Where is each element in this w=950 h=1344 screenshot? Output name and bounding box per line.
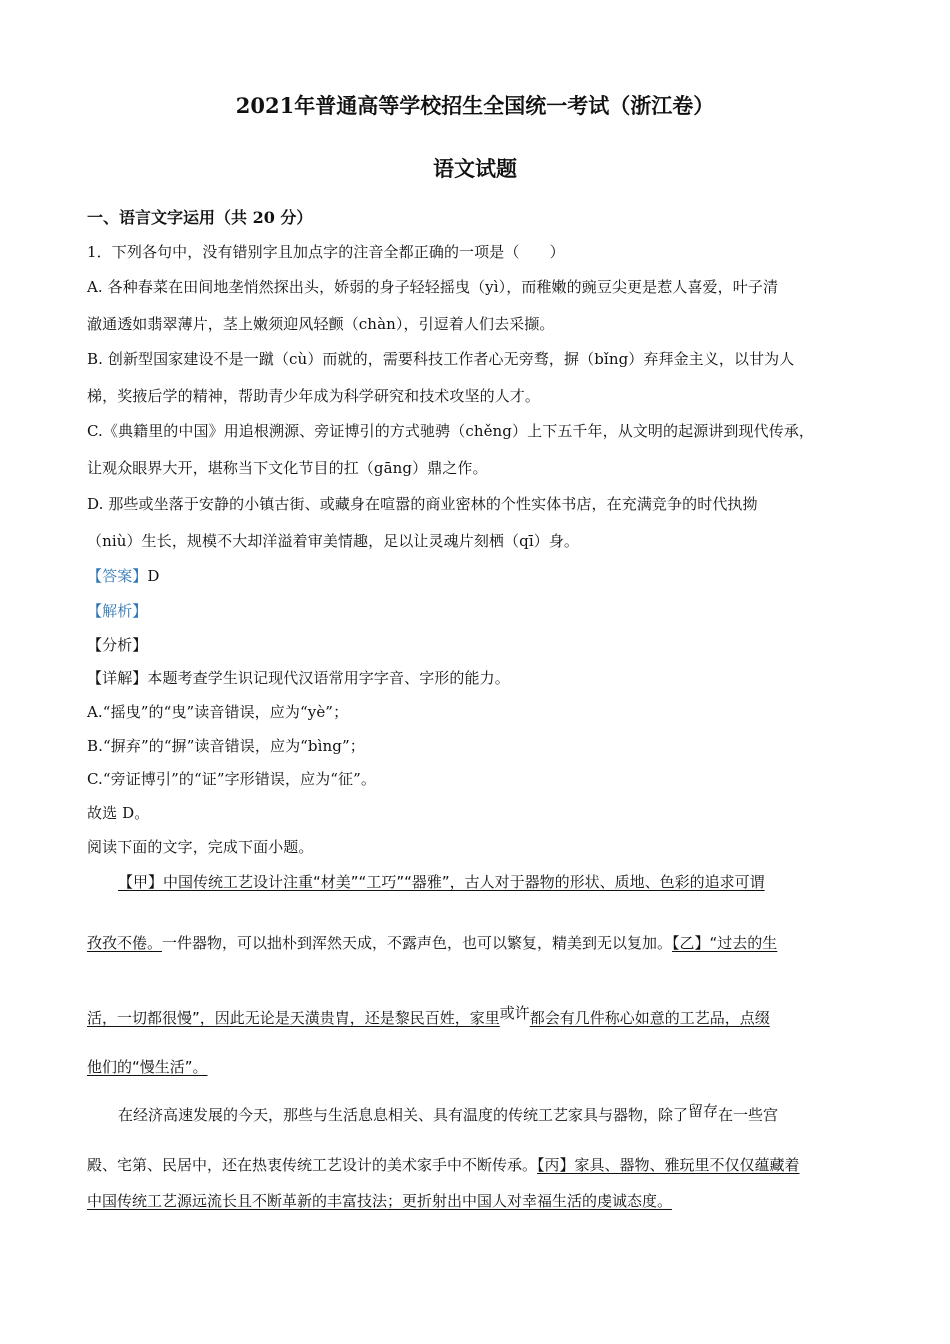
option-d-line2: （niù）生长，规模不大却洋溢着审美情趣，足以让灵魂片刻栖（qī）身。 bbox=[87, 532, 580, 550]
answer-value: D bbox=[147, 567, 160, 585]
passage-p2-line1 bbox=[118, 1104, 778, 1125]
passage-span: 或许 bbox=[499, 1004, 530, 1022]
passage-p1-line4: 他们的“慢生活”。 bbox=[87, 1058, 208, 1076]
reading-instruction: 阅读下面的文字，完成下面小题。 bbox=[87, 838, 314, 856]
option-c-line2: 让观众眼界大开，堪称当下文化节目的扛（gāng）鼎之作。 bbox=[87, 459, 488, 477]
answer-label: 【答案】 bbox=[87, 567, 148, 585]
passage-span: 【乙】“过去的生 bbox=[672, 934, 778, 952]
fenxi-label: 【分析】 bbox=[87, 636, 148, 654]
explanation-b: B.“摒弃”的“摒”读音错误，应为“bìng”； bbox=[87, 737, 365, 755]
passage-p1-line3 bbox=[87, 1004, 770, 1028]
exam-subtitle: 语文试题 bbox=[433, 156, 517, 181]
option-b-line1: B. 创新型国家建设不是一蹴（cù）而就的，需要科技工作者心无旁骛，摒（bǐng）弃拜金主义，以甘为人 bbox=[87, 350, 795, 368]
option-a-line1: A. 各种春菜在田间地垄悄然探出头，娇弱的身子轻轻摇曳（yì），而稚嫩的豌豆尖更是惹人喜爱，叶子清 bbox=[87, 278, 779, 296]
passage-span: 孜孜不倦。 bbox=[87, 934, 163, 952]
passage-p1-line2 bbox=[87, 932, 777, 953]
passage-span: 殿、宅第、民居中，还在热衷传统工艺设计的美术家手中不断传承。 bbox=[87, 1156, 538, 1174]
passage-p1-line1: 【甲】中国传统工艺设计注重“材美”“工巧”“器雅”，古人对于器物的形状、质地、色彩的追求可谓 bbox=[118, 873, 765, 891]
explanation-c: C.“旁证博引”的“证”字形错误，应为“征”。 bbox=[87, 770, 377, 788]
exam-title: 2021年普通高等学校招生全国统一考试（浙江卷） bbox=[235, 93, 715, 118]
passage-span: 在经济高速发展的今天，那些与生活息息相关、具有温度的传统工艺家具与器物，除了 bbox=[118, 1106, 689, 1124]
passage-span: 留存 bbox=[688, 1102, 719, 1120]
passage-span: 一件器物，可以拙朴到浑然天成，不露声色，也可以繁复，精美到无以复加。 bbox=[162, 934, 673, 952]
option-b-line2: 梯，奖掖后学的精神，帮助青少年成为科学研究和技术攻坚的人才。 bbox=[87, 387, 541, 405]
passage-span: 【丙】家具、器物、雅玩里不仅仅蕴藏着 bbox=[537, 1156, 800, 1174]
passage-p2-line3: 中国传统工艺源远流长且不断革新的丰富技法；更折射出中国人对幸福生活的虔诚态度。 bbox=[87, 1192, 673, 1210]
passage-span: 活，一切都很慢”，因此无论是天潢贵胄，还是黎民百姓，家里 bbox=[87, 1009, 500, 1027]
section-heading: 一、语言文字运用（共 20 分） bbox=[87, 208, 313, 227]
question-stem: 1．下列各句中，没有错别字且加点字的注音全都正确的一项是（ ） bbox=[87, 243, 565, 261]
final-choice: 故选 D。 bbox=[87, 804, 150, 822]
passage-span: 都会有几件称心如意的工艺品，点缀 bbox=[529, 1009, 770, 1027]
option-a-line2: 澈通透如翡翠薄片，茎上嫩须迎风轻颤（chàn），引逗着人们去采撷。 bbox=[87, 315, 555, 333]
option-d-line1: D. 那些或坐落于安静的小镇古街、或藏身在喧嚣的商业密林的个性实体书店，在充满竞争的时代执拗 bbox=[87, 495, 758, 513]
explanation-a: A.“摇曳”的“曳”读音错误，应为“yè”； bbox=[87, 703, 349, 721]
detail-text: 【详解】本题考查学生识记现代汉语常用字字音、字形的能力。 bbox=[87, 669, 510, 687]
passage-span: 在一些宫 bbox=[718, 1106, 779, 1124]
answer-row bbox=[87, 565, 160, 586]
option-c-line1: C.《典籍里的中国》用追根溯源、旁证博引的方式驰骋（chěng）上下五千年，从文明的起源讲到现代传承， bbox=[87, 422, 815, 440]
passage-p2-line2 bbox=[87, 1154, 800, 1175]
analysis-label: 【解析】 bbox=[87, 602, 148, 620]
